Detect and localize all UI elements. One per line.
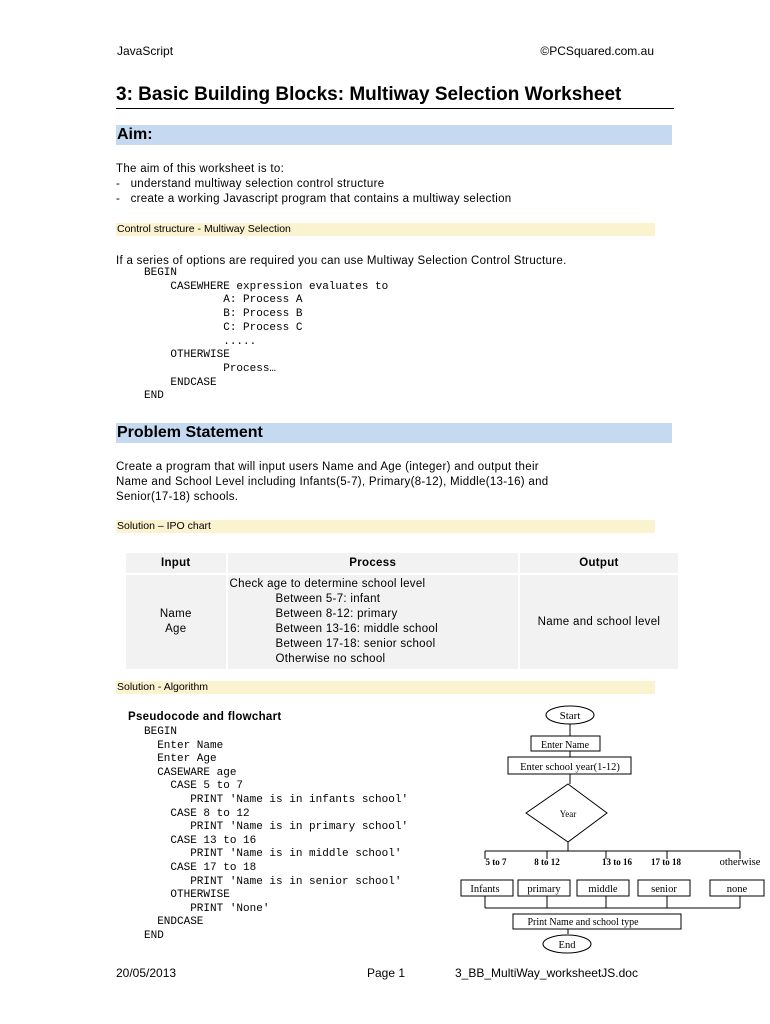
header-left: JavaScript [117, 44, 174, 58]
flowchart-branch-label: 17 to 18 [651, 857, 681, 867]
flowchart-output-label: middle [588, 884, 618, 895]
flowchart-output-label: senior [651, 884, 677, 895]
flowchart-branch-label: otherwise [719, 857, 761, 868]
title-rule [116, 108, 674, 109]
ipo-table [124, 551, 680, 671]
ipo-process-line: Check age to determine school level [229, 578, 426, 590]
ipo-label: Solution – IPO chart [116, 520, 655, 533]
flowchart-output-label: none [726, 884, 748, 895]
flowchart-output-label: primary [527, 884, 561, 895]
ipo-process-line: Between 17-18: senior school [275, 638, 436, 650]
ipo-process-line: Between 8-12: primary [275, 608, 398, 620]
algorithm-code: BEGIN Enter Name Enter Age CASEWARE age CASE 5 to 7 PRINT 'Name is in infants school' CASE 8 to 12 PRINT 'Name is in primary school' CASE 13 to 16 PRINT 'Name is in middle school' CASE 17 to 18 PRINT 'Name is in senior school' OTHERWISE PRINT 'None' ENDCASE END [144, 726, 409, 942]
ipo-process-line: Between 5-7: infant [275, 593, 381, 605]
aim-intro: The aim of this worksheet is to: [116, 163, 285, 175]
flowchart-branch-label: 5 to 7 [485, 857, 507, 867]
ipo-process-cell [227, 574, 519, 670]
ipo-input-cell [125, 574, 227, 670]
ipo-process-line: Between 13-16: middle school [275, 623, 438, 635]
problem-line: Senior(17-18) schools. [116, 491, 239, 503]
ipo-process-line: Otherwise no school [275, 653, 386, 665]
control-text: If a series of options are required you can use Multiway Selection Control Structure. [116, 255, 567, 267]
flowchart-output-label: Infants [470, 884, 500, 895]
problem-line: Create a program that will input users Name and Age (integer) and output their [116, 461, 539, 473]
flowchart-start-label: Start [559, 710, 581, 722]
footer-page-number: Page 1 [367, 966, 406, 980]
flowchart-print-label: Print Name and school type [527, 917, 639, 928]
ipo-output-cell: Name and school level [519, 574, 679, 670]
algorithm-heading: Pseudocode and flowchart [128, 711, 282, 723]
ipo-header-input: Input [125, 552, 227, 574]
control-structure-label: Control structure - Multiway Selection [116, 223, 655, 236]
flowchart [455, 700, 761, 960]
page-title: 3: Basic Building Blocks: Multiway Selection Worksheet [116, 84, 622, 105]
aim-item: - understand multiway selection control structure [116, 178, 385, 190]
problem-heading: Problem Statement [116, 423, 672, 443]
flowchart-enter-year-label: Enter school year(1-12) [520, 762, 620, 773]
flowchart-branch-label: 13 to 16 [602, 857, 632, 867]
flowchart-enter-name-label: Enter Name [540, 740, 590, 751]
ipo-header-output: Output [519, 552, 679, 574]
ipo-input-name: Name [159, 608, 192, 620]
control-code: BEGIN CASEWHERE expression evaluates to A: Process A B: Process B C: Process C ..... OTHERWISE Process… ENDCASE END [144, 267, 389, 403]
ipo-header-process: Process [227, 552, 519, 574]
footer-date: 20/05/2013 [116, 966, 177, 980]
flowchart-decision-label: Year [559, 809, 577, 819]
algorithm-label: Solution - Algorithm [116, 681, 655, 694]
flowchart-end-label: End [558, 940, 576, 951]
aim-heading: Aim: [116, 125, 672, 145]
header-right: ©PCSquared.com.au [540, 44, 654, 58]
flowchart-branch-label: 8 to 12 [534, 857, 560, 867]
ipo-input-age: Age [165, 623, 187, 635]
problem-line: Name and School Level including Infants(5-7), Primary(8-12), Middle(13-16) and [116, 476, 549, 488]
aim-item: - create a working Javascript program that contains a multiway selection [116, 193, 512, 205]
footer-filename: 3_BB_MultiWay_worksheetJS.doc [455, 966, 638, 980]
